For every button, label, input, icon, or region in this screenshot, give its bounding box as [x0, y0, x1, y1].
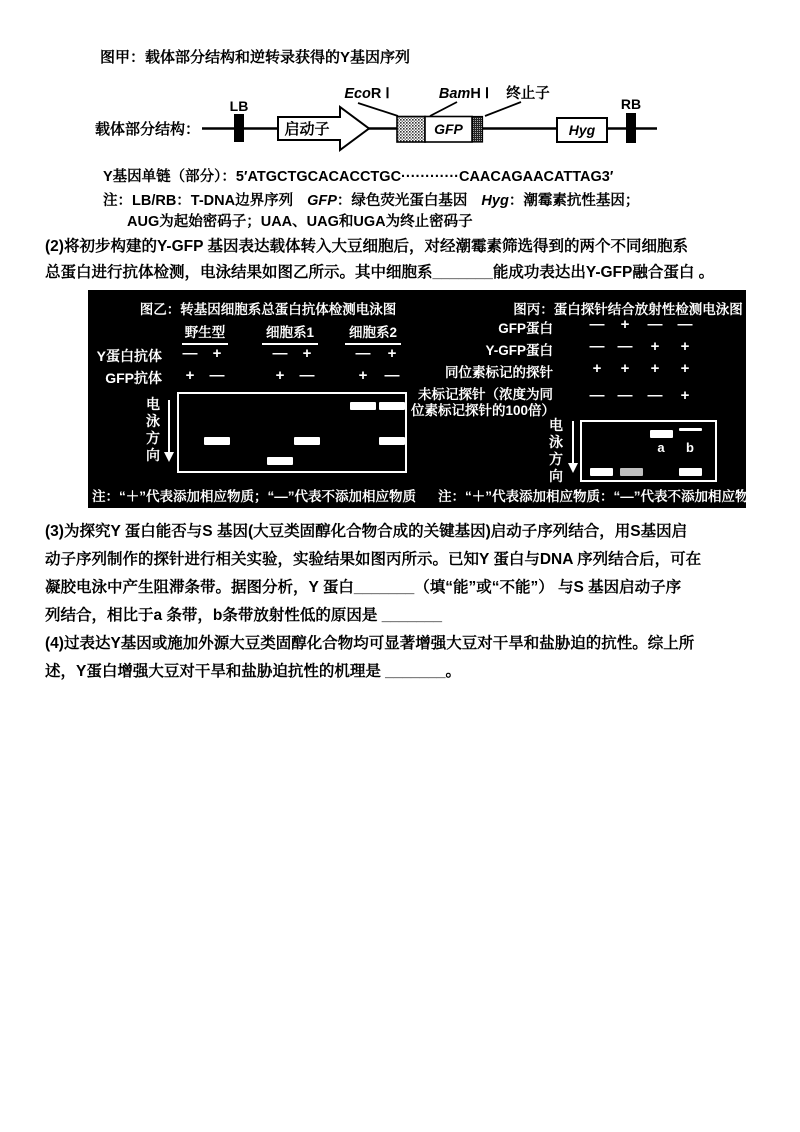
figure-b-mark: —	[355, 345, 371, 362]
gel-band	[294, 437, 320, 445]
gel-band	[379, 437, 405, 445]
figure-a-note-line2: AUG为起始密码子；UAA、UAG和UGA为终止密码子	[127, 214, 473, 230]
figure-c-row-label-labeled-probe: 同位素标记的探针	[445, 365, 553, 380]
question-3-line4: 列结合，相比于a 条带，b条带放射性低的原因是 _______	[45, 607, 443, 624]
figure-c-mark: +	[680, 338, 690, 355]
ecori-pointer-line	[358, 103, 398, 116]
gel-band-label: a	[657, 440, 665, 455]
figure-b-mark: +	[185, 367, 195, 384]
bamhi-pointer-line	[430, 102, 457, 116]
figure-c-mark: —	[617, 338, 633, 355]
gel-band	[350, 402, 376, 410]
figure-c-mark: +	[680, 387, 690, 404]
figure-b-mark: +	[275, 367, 285, 384]
question-2-line2: 总蛋白进行抗体检测，电泳结果如图乙所示。其中细胞系_______能成功表达出Y-GFP融合蛋白 。	[45, 264, 715, 281]
figure-b-mark: +	[387, 345, 397, 362]
rb-marker	[626, 113, 636, 143]
figure-b-mark: +	[358, 367, 368, 384]
gel-band	[679, 428, 702, 431]
bamhi-label: BamH Ⅰ	[438, 86, 490, 102]
figure-b-row-label-gfp-antibody: GFP抗体	[105, 370, 162, 386]
gel-band	[379, 402, 405, 410]
figure-b-gel	[177, 392, 407, 473]
question-2-line1: (2)将初步构建的Y-GFP 基因表达载体转入大豆细胞后，对经潮霉素筛选得到的两个不同细胞系	[45, 238, 688, 255]
figure-a-note-line1: 注：LB/RB：T-DNA边界序列 GFP：绿色荧光蛋白基因 Hyg：潮霉素抗性基因；	[103, 193, 640, 209]
figure-b-group-line2: 细胞系2	[345, 321, 401, 345]
terminator-pointer-line	[485, 102, 521, 116]
ecori-label: EcoR Ⅰ	[344, 86, 390, 102]
lb-marker	[234, 114, 244, 142]
figure-c-gel	[580, 420, 717, 482]
rb-label: RB	[620, 96, 642, 112]
gel-band	[590, 468, 613, 476]
gfp-note-label: GFP	[307, 193, 337, 209]
gel-band	[679, 468, 702, 476]
figure-b-mark: —	[272, 345, 288, 362]
question-2	[45, 234, 714, 286]
figure-c-mark: —	[677, 316, 693, 333]
lb-label: LB	[229, 98, 249, 114]
vector-construct-diagram	[85, 80, 685, 160]
gel-band	[204, 437, 230, 445]
figure-b-direction-arrow	[164, 400, 174, 462]
figure-c-mark: +	[620, 316, 630, 333]
figure-c-mark: —	[647, 387, 663, 404]
figure-b-direction-label: 电 泳 方 向	[146, 396, 160, 463]
figure-c-mark: —	[589, 316, 605, 333]
figure-b-mark: —	[182, 345, 198, 362]
gel-band-label: b	[686, 440, 694, 455]
figure-b-note: 注：“＋”代表添加相应物质；“—”代表不添加相应物质	[92, 489, 416, 504]
gfp-label: GFP	[434, 121, 463, 137]
figure-c-mark: —	[617, 387, 633, 404]
question-3-line3: 凝胶电泳中产生阻滞条带。据图分析，Y 蛋白_______（填“能”或“不能”） 与S 基因启动子序	[45, 579, 682, 596]
terminator-bar	[473, 117, 483, 143]
figure-c-row-label-ygfp-protein: Y-GFP蛋白	[485, 343, 553, 358]
question-3-line1: (3)为探究Y 蛋白能否与S 基因(大豆类固醇化合物合成的关键基因)启动子序列结合，用S基因启	[45, 523, 688, 540]
question-3	[45, 518, 701, 686]
figure-c-title: 图丙：蛋白探针结合放射性检测电泳图	[513, 302, 743, 317]
figure-c-row-label-unlabeled-probe-line2: 位素标记探针的100倍）	[411, 403, 556, 418]
figure-c-direction-arrow	[568, 421, 578, 473]
figure-a-title: 图甲：载体部分结构和逆转录获得的Y基因序列	[100, 49, 411, 66]
y-gene-sequence: Y基因单链（部分）：5′ATGCTGCACACCTGC············CAACAGAACATTAG3′	[103, 169, 614, 185]
question-4-line2: 述，Y蛋白增强大豆对干旱和盐胁迫抗性的机理是 _______。	[45, 663, 461, 680]
hyg-note-label: Hyg	[481, 193, 509, 209]
figure-c-mark: —	[589, 338, 605, 355]
figure-c-mark: +	[592, 360, 602, 377]
figure-b-group-line1: 细胞系1	[262, 321, 318, 345]
gel-band	[620, 468, 643, 476]
gel-band	[267, 457, 293, 465]
terminator-label: 终止子	[506, 86, 550, 102]
figure-b-mark: +	[212, 345, 222, 362]
figure-c-mark: +	[650, 360, 660, 377]
y-gene-insert-box	[397, 117, 425, 143]
figure-c-mark: +	[650, 338, 660, 355]
figure-c-mark: —	[647, 316, 663, 333]
figure-c-mark: —	[589, 387, 605, 404]
figure-c-direction-label: 电 泳 方 向	[549, 417, 563, 484]
figure-b-row-label-y-antibody: Y蛋白抗体	[96, 348, 162, 364]
question-4-line1: (4)过表达Y基因或施加外源大豆类固醇化合物均可显著增强大豆对干旱和盐胁迫的抗性。综上所	[45, 635, 695, 652]
figure-b-group-wildtype: 野生型	[182, 321, 228, 345]
electrophoresis-figure-panel	[88, 290, 762, 508]
figure-c-row-label-gfp-protein: GFP蛋白	[498, 321, 553, 336]
question-3-line2: 动子序列制作的探针进行相关实验，实验结果如图丙所示。已知Y 蛋白与DNA 序列结合后，可在	[45, 551, 702, 568]
figure-b-mark: —	[209, 367, 225, 384]
figure-b-mark: +	[302, 345, 312, 362]
figure-c-mark: +	[620, 360, 630, 377]
figure-c-note: 注：“＋”代表添加相应物质：“—”代表不添加相应物质	[438, 489, 762, 504]
vector-label: 载体部分结构：	[95, 121, 201, 138]
promoter-label: 启动子	[284, 121, 330, 138]
figure-b-mark: —	[384, 367, 400, 384]
figure-c-row-label-unlabeled-probe-line1: 未标记探针（浓度为同	[418, 387, 553, 402]
hyg-label: Hyg	[568, 122, 596, 138]
gel-band	[650, 430, 673, 438]
figure-b-mark: —	[299, 367, 315, 384]
figure-c-mark: +	[680, 360, 690, 377]
figure-b-title: 图乙：转基因细胞系总蛋白抗体检测电泳图	[139, 302, 397, 317]
